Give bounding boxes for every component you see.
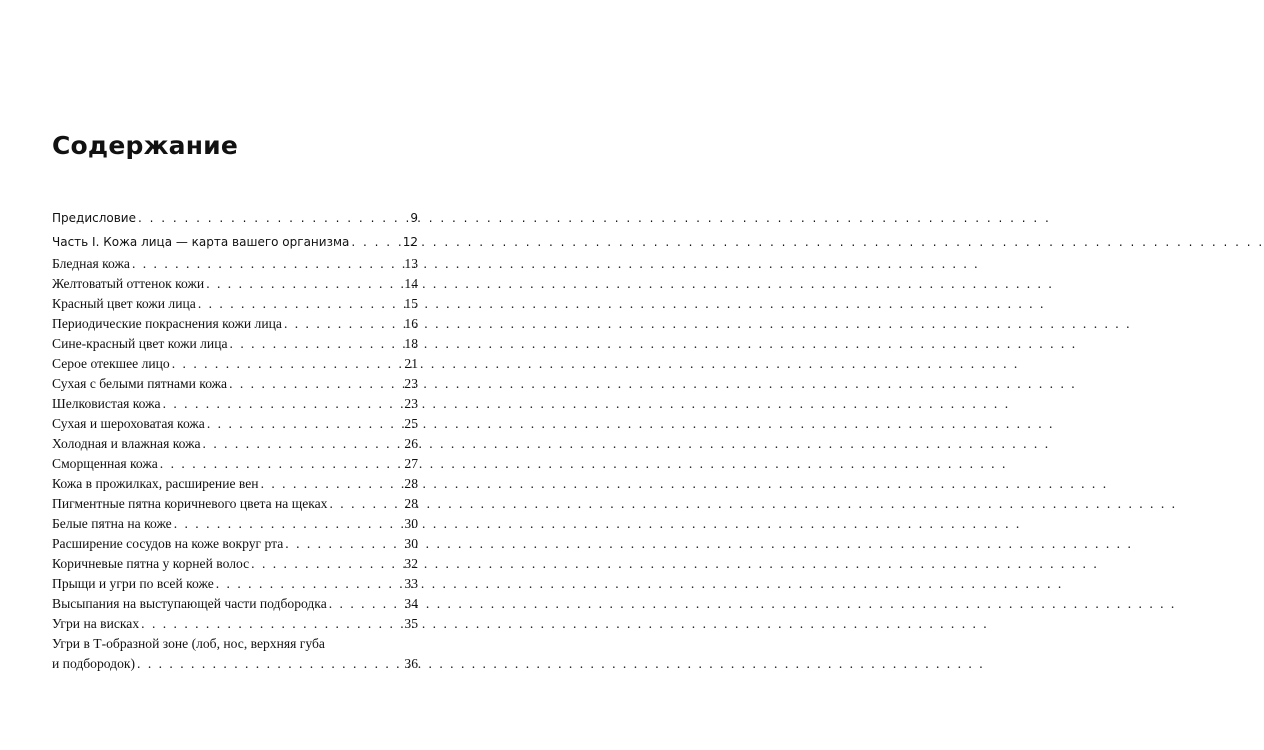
toc-entry-label: Красный цвет кожи лица	[52, 296, 196, 311]
toc-entry-page: 30	[404, 536, 418, 551]
toc-entry-label: Пигментные пятна коричневого цвета на щеках	[52, 496, 328, 511]
toc-entry	[52, 514, 418, 534]
toc-entry-label: Сухая и шероховатая кожа	[52, 416, 205, 431]
dot-leader	[251, 554, 402, 574]
toc-entry-label: Сине-красный цвет кожи лица	[52, 336, 228, 351]
dot-leader	[329, 594, 403, 614]
toc-entry-label: Белые пятна на коже	[52, 516, 172, 531]
toc-entry-label: Расширение сосудов на коже вокруг рта	[52, 536, 284, 551]
toc-entry	[52, 474, 418, 494]
toc-entry-page: 23	[404, 396, 418, 411]
toc-entry-page: 23	[404, 376, 418, 391]
toc-entry	[52, 614, 418, 634]
toc-entry-label: Предисловие	[52, 211, 136, 225]
toc-entry-page: 28	[404, 476, 418, 491]
toc-entry	[52, 534, 418, 554]
dot-leader	[351, 230, 400, 254]
table-of-contents	[52, 206, 418, 674]
toc-entry-label-continued: и подбородок)	[52, 656, 136, 671]
dot-leader	[216, 574, 403, 594]
dot-leader	[229, 374, 402, 394]
toc-entry-label: Периодические покраснения кожи лица	[52, 316, 282, 331]
toc-entry-page: 27	[404, 456, 418, 471]
toc-entry-page: 12	[402, 235, 418, 249]
toc-entry	[52, 206, 418, 230]
dot-leader	[230, 334, 403, 354]
dot-leader	[329, 494, 402, 514]
toc-entry-page: 26	[404, 436, 418, 451]
dot-leader	[261, 474, 403, 494]
dot-leader	[207, 414, 403, 434]
toc-entry-page: 30	[404, 516, 418, 531]
toc-entry	[52, 334, 418, 354]
toc-entry-page: 35	[404, 616, 418, 631]
book-page	[0, 0, 474, 750]
toc-entry-label: Угри в Т-образной зоне (лоб, нос, верхняя губа	[52, 636, 325, 651]
toc-entry-page: 18	[404, 336, 418, 351]
toc-entry-page: 28	[404, 496, 418, 511]
toc-entry-page: 21	[404, 356, 418, 371]
toc-entry	[52, 554, 418, 574]
dot-leader	[203, 434, 403, 454]
toc-entry-label: Коричневые пятна у корней волос	[52, 556, 250, 571]
toc-entry	[52, 254, 418, 274]
toc-entry-label: Шелковистая кожа	[52, 396, 161, 411]
dot-leader	[174, 514, 403, 534]
dot-leader	[172, 354, 403, 374]
toc-entry	[52, 274, 418, 294]
toc-entry	[52, 594, 418, 614]
toc-entry-page: 33	[404, 576, 418, 591]
dot-leader	[141, 614, 402, 634]
page-title: Содержание	[52, 131, 239, 160]
toc-entry	[52, 314, 418, 334]
toc-entry-label: Часть I. Кожа лица — карта вашего организма	[52, 235, 350, 249]
dot-leader	[206, 274, 402, 294]
toc-entry-label: Кожа в прожилках, расширение вен	[52, 476, 259, 491]
dot-leader	[163, 394, 403, 414]
toc-entry-label: Высыпания на выступающей части подбородка	[52, 596, 327, 611]
dot-leader	[284, 314, 402, 334]
toc-entry	[52, 414, 418, 434]
toc-entry	[52, 454, 418, 474]
dot-leader	[132, 254, 402, 274]
toc-entry	[52, 230, 418, 254]
dot-leader	[137, 654, 402, 674]
toc-entry-page: 13	[404, 256, 418, 271]
toc-entry-continuation	[52, 654, 418, 674]
toc-entry-label: Бледная кожа	[52, 256, 130, 271]
toc-entry	[52, 374, 418, 394]
toc-entry-page: 9	[410, 211, 418, 225]
toc-entry-label: Угри на висках	[52, 616, 140, 631]
toc-entry-label: Холодная и влажная кожа	[52, 436, 201, 451]
toc-entry	[52, 294, 418, 314]
toc-entry-label: Желтоватый оттенок кожи	[52, 276, 205, 291]
dot-leader	[198, 294, 403, 314]
dot-leader	[285, 534, 402, 554]
toc-entry-label: Сухая с белыми пятнами кожа	[52, 376, 228, 391]
toc-entry	[52, 354, 418, 374]
toc-entry-page: 14	[404, 276, 418, 291]
toc-entry-page: 34	[404, 596, 418, 611]
toc-entry-label: Прыщи и угри по всей коже	[52, 576, 214, 591]
toc-entry	[52, 574, 418, 594]
toc-entry-page: 25	[404, 416, 418, 431]
dot-leader	[160, 454, 403, 474]
toc-entry-page: 15	[404, 296, 418, 311]
toc-entry-label: Сморщенная кожа	[52, 456, 158, 471]
toc-entry-page: 32	[404, 556, 418, 571]
toc-entry	[52, 394, 418, 414]
toc-entry-page: 16	[404, 316, 418, 331]
toc-entry-label: Серое отекшее лицо	[52, 356, 170, 371]
toc-entry	[52, 434, 418, 454]
toc-entry-page: 36	[404, 656, 418, 671]
toc-entry	[52, 634, 418, 674]
dot-leader	[138, 206, 408, 230]
toc-entry	[52, 494, 418, 514]
